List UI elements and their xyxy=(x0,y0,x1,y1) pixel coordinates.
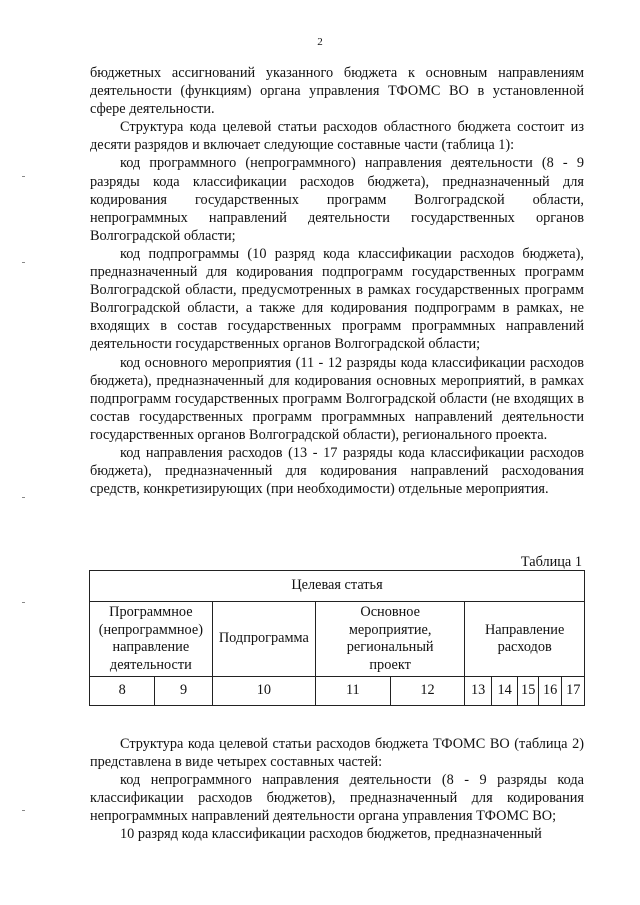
digit-cell: 10 xyxy=(212,677,315,706)
digit-cell: 12 xyxy=(390,677,465,706)
digit-cell: 9 xyxy=(155,677,212,706)
paragraph: Структура кода целевой статьи расходов областного бюджета состоит из десяти разрядов и включает следующие составные части (таблица 1): xyxy=(90,119,584,154)
paragraph: 10 разряд кода классификации расходов бюджетов, предназначенный xyxy=(120,826,542,843)
paragraph: код направления расходов (13 - 17 разряды кода классификации расходов бюджета), предназначенный для кодирования направлений расходования средств, конкретизирующих (при необходимости) отдельные мероприятия. xyxy=(90,444,584,498)
body-text-continued xyxy=(90,735,584,844)
table-header: Целевая статья xyxy=(90,571,585,602)
digit-cell: 11 xyxy=(316,677,391,706)
paragraph: Структура кода целевой статьи расходов бюджета ТФОМС ВО (таблица 2) представлена в виде четырех составных частей: xyxy=(90,736,584,771)
col-main-event: Основное мероприятие, региональный проект xyxy=(316,602,465,677)
paragraph: код программного (непрограммного) направления деятельности (8 - 9 разряды кода классификации расходов бюджета), предназначенный для кодирования государственных программ Волгоградской области, непрограммных направлений деятельности государственных органов Волгоградской области; xyxy=(90,155,584,244)
digit-cell: 16 xyxy=(538,677,562,706)
col-direction: Направление расходов xyxy=(465,602,585,677)
margin-mark xyxy=(22,497,25,498)
paragraph: код основного мероприятия (11 - 12 разряды кода классификации расходов бюджета), предназначенный для кодирования основных мероприятий, в рамках подпрограмм государственных программ Волгоградской области (не входящих в состав государственных программ программных направлений деятельности государственных органов Волгоградской области), регионального проекта. xyxy=(90,354,584,443)
digit-cell: 8 xyxy=(90,677,155,706)
margin-mark xyxy=(22,262,25,263)
digit-cell: 17 xyxy=(562,677,585,706)
page-number: 2 xyxy=(317,36,323,48)
paragraph: код непрограммного направления деятельности (8 - 9 разряды кода классификации расходов бюджетов), предназначенный для кодирования непрограммных направлений деятельности органа управления ТФОМС ВО; xyxy=(90,772,584,825)
body-text xyxy=(90,64,584,498)
digit-cell: 13 xyxy=(465,677,492,706)
margin-mark xyxy=(22,602,25,603)
table-caption: Таблица 1 xyxy=(520,554,582,570)
col-program: Программное (непрограммное) направление деятельности xyxy=(90,602,213,677)
margin-mark xyxy=(22,810,25,811)
digit-cell: 14 xyxy=(491,677,518,706)
margin-mark xyxy=(22,176,25,177)
paragraph: код подпрограммы (10 разряд кода классификации расходов бюджета), предназначенный для кодирования подпрограмм государственных программ Волгоградской области, предусмотренных в рамках государственных программ Волгоградской области, а также для кодирования подпрограмм в рамках, не входящих в состав государственных программ программных направлений деятельности государственных органов Волгоградской области; xyxy=(90,245,584,353)
code-structure-table xyxy=(89,570,585,706)
digit-cell: 15 xyxy=(518,677,538,706)
col-subprogram: Подпрограмма xyxy=(212,602,315,677)
paragraph: бюджетных ассигнований указанного бюджета к основным направлениям деятельности (функциям) органа управления ТФОМС ВО в установленной сфере деятельности. xyxy=(90,65,584,118)
